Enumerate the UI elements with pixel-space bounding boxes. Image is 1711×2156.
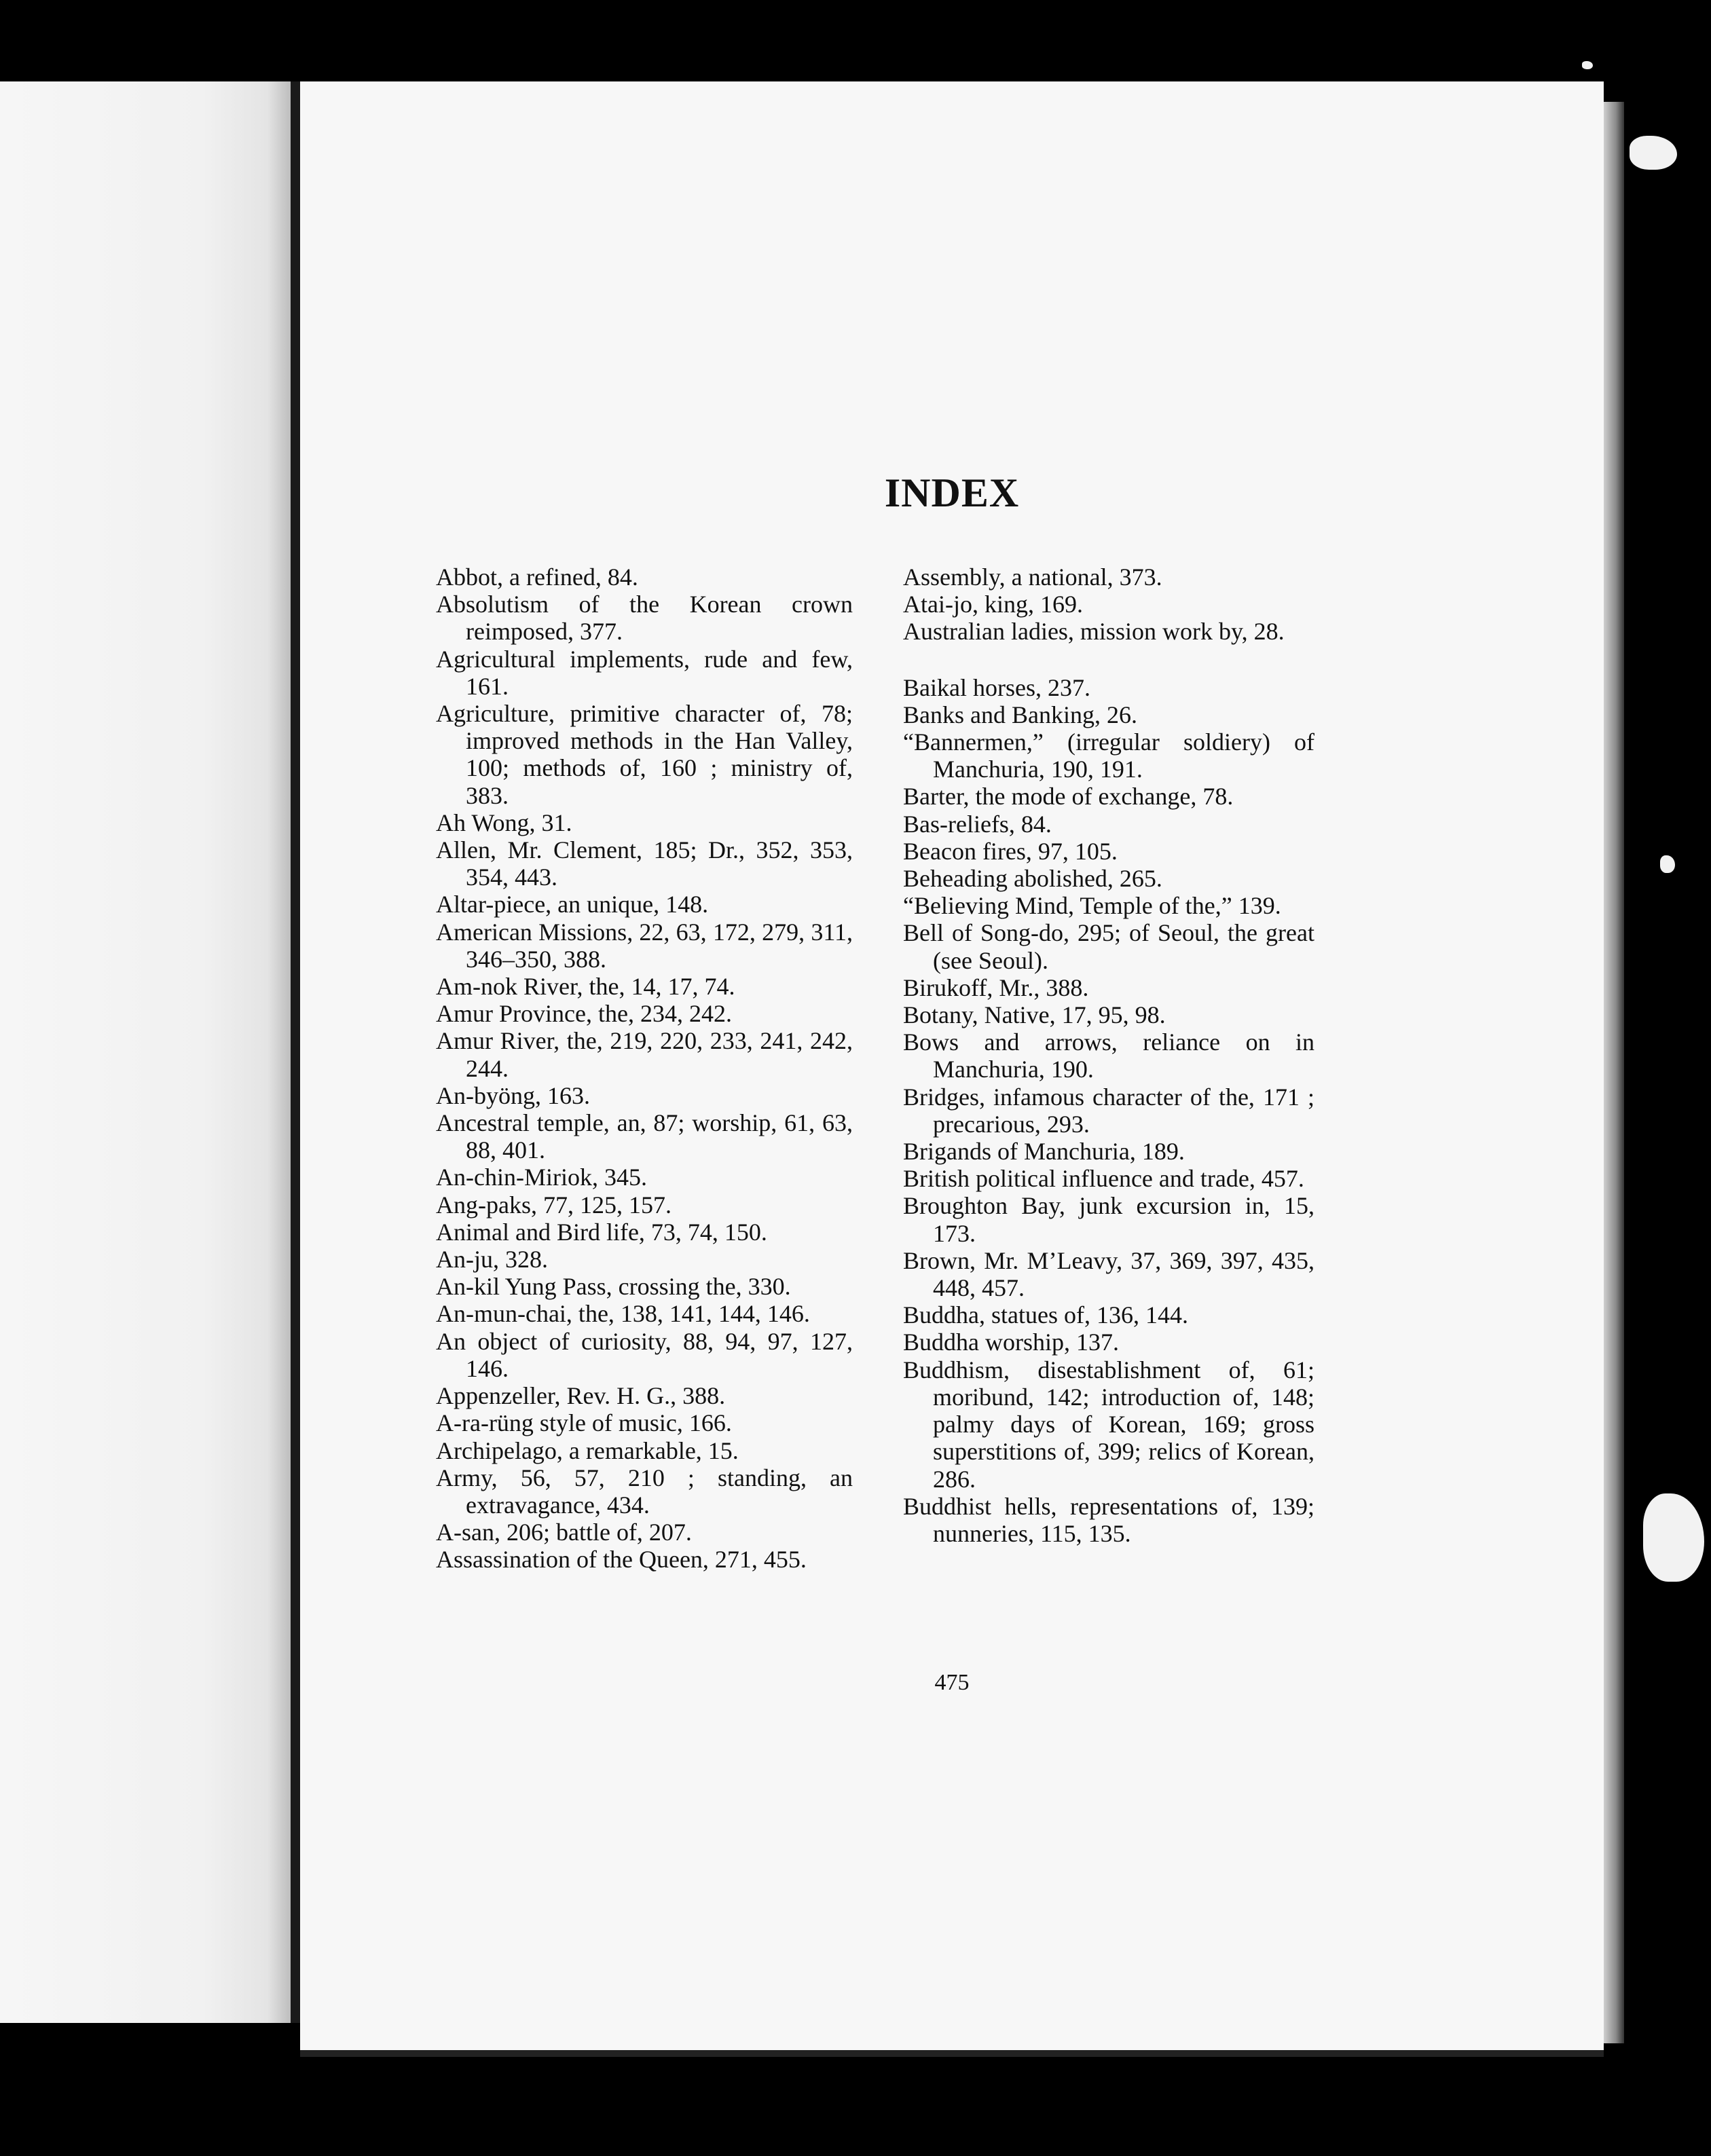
index-entry: Buddha, statues of, 136, 144.	[903, 1301, 1188, 1329]
index-entry: An-ju, 328.	[436, 1246, 548, 1274]
scan-artifact	[1630, 136, 1677, 170]
index-entry: “Believing Mind, Temple of the,” 139.	[903, 892, 1281, 920]
index-entry: Absolutism of the Korean crown reimposed, 377.	[436, 591, 853, 646]
index-entry: An-kil Yung Pass, crossing the, 330.	[436, 1273, 791, 1301]
index-entry: Agricultural implements, rude and few, 161.	[436, 645, 853, 700]
index-entry: Agriculture, primitive character of, 78; improved methods in the Han Valley, 100; methods of, 160 ; ministry of, 383.	[436, 700, 853, 809]
index-column-left	[436, 563, 853, 1574]
index-entry: A-san, 206; battle of, 207.	[436, 1519, 692, 1546]
index-entry: Allen, Mr. Clement, 185; Dr., 352, 353, 354, 443.	[436, 836, 853, 891]
index-entry: Assassination of the Queen, 271, 455.	[436, 1546, 807, 1574]
index-entry: Beheading abolished, 265.	[903, 865, 1162, 893]
index-entry: Am-nok River, the, 14, 17, 74.	[436, 973, 735, 1001]
index-entry: A-ra-rüng style of music, 166.	[436, 1409, 732, 1437]
index-entry: Army, 56, 57, 210 ; standing, an extravagance, 434.	[436, 1464, 853, 1519]
scan-artifact	[1582, 61, 1593, 69]
index-entry: Assembly, a national, 373.	[903, 563, 1162, 591]
index-entry: Amur Province, the, 234, 242.	[436, 1000, 732, 1028]
index-entry: Bas-reliefs, 84.	[903, 810, 1052, 838]
index-entry: Bridges, infamous character of the, 171 ; precarious, 293.	[903, 1083, 1314, 1138]
index-entry: Brigands of Manchuria, 189.	[903, 1138, 1185, 1166]
index-entry: Banks and Banking, 26.	[903, 701, 1137, 728]
index-entry: Amur River, the, 219, 220, 233, 241, 242, 244.	[436, 1027, 853, 1082]
index-entry: Brown, Mr. M’Leavy, 37, 369, 397, 435, 448, 457.	[903, 1246, 1314, 1302]
index-entry: Botany, Native, 17, 95, 98.	[903, 1001, 1166, 1029]
index-entry: American Missions, 22, 63, 172, 279, 311, 346–350, 388.	[436, 918, 853, 973]
book-gutter	[291, 81, 300, 2023]
index-entry: Buddha worship, 137.	[903, 1328, 1119, 1356]
index-entry: Ang-paks, 77, 125, 157.	[436, 1191, 671, 1219]
index-entry: An-byöng, 163.	[436, 1081, 590, 1109]
index-entry: Baikal horses, 237.	[903, 673, 1090, 701]
index-entry: Abbot, a refined, 84.	[436, 563, 638, 591]
index-entry: An object of curiosity, 88, 94, 97, 127, 146.	[436, 1327, 853, 1382]
index-page	[300, 81, 1604, 2057]
index-entry: Australian ladies, mission work by, 28.	[903, 618, 1285, 646]
page-title: INDEX	[884, 470, 1020, 515]
scan-artifact	[1643, 1493, 1704, 1582]
scan-artifact	[1660, 855, 1675, 873]
index-entry: Buddhist hells, representations of, 139; nunneries, 115, 135.	[903, 1492, 1314, 1547]
index-entry: Birukoff, Mr., 388.	[903, 973, 1089, 1001]
index-entry: Ah Wong, 31.	[436, 809, 572, 836]
index-entry: An-chin-Miriok, 345.	[436, 1164, 647, 1191]
index-entry: Beacon fires, 97, 105.	[903, 837, 1118, 865]
index-entry: Bows and arrows, reliance on in Manchuria, 190.	[903, 1028, 1314, 1083]
index-entry: Appenzeller, Rev. H. G., 388.	[436, 1382, 726, 1410]
index-column-right	[903, 563, 1314, 1547]
index-entry: “Bannermen,” (irregular soldiery) of Manchuria, 190, 191.	[903, 728, 1314, 783]
index-entry: Barter, the mode of exchange, 78.	[903, 783, 1234, 811]
page-fore-edge	[1604, 102, 1624, 2043]
index-entry: Altar-piece, an unique, 148.	[436, 891, 709, 918]
index-entry: Broughton Bay, junk excursion in, 15, 173.	[903, 1192, 1314, 1247]
index-entry: British political influence and trade, 457.	[903, 1165, 1304, 1193]
index-entry: An-mun-chai, the, 138, 141, 144, 146.	[436, 1300, 810, 1328]
index-entry: Animal and Bird life, 73, 74, 150.	[436, 1218, 767, 1246]
index-entry: Atai-jo, king, 169.	[903, 591, 1083, 618]
index-entry: Ancestral temple, an, 87; worship, 61, 63, 88, 401.	[436, 1109, 853, 1164]
index-entry: Archipelago, a remarkable, 15.	[436, 1436, 739, 1464]
previous-page-edge	[0, 81, 291, 2023]
index-entry: Buddhism, disestablishment of, 61; moribund, 142; introduction of, 148; palmy days of Korean, 169; gross superstitions of, 399; relics of Korean, 286.	[903, 1356, 1314, 1493]
page-number: 475	[934, 1670, 970, 1695]
index-entry: Bell of Song-do, 295; of Seoul, the great (see Seoul).	[903, 919, 1314, 974]
